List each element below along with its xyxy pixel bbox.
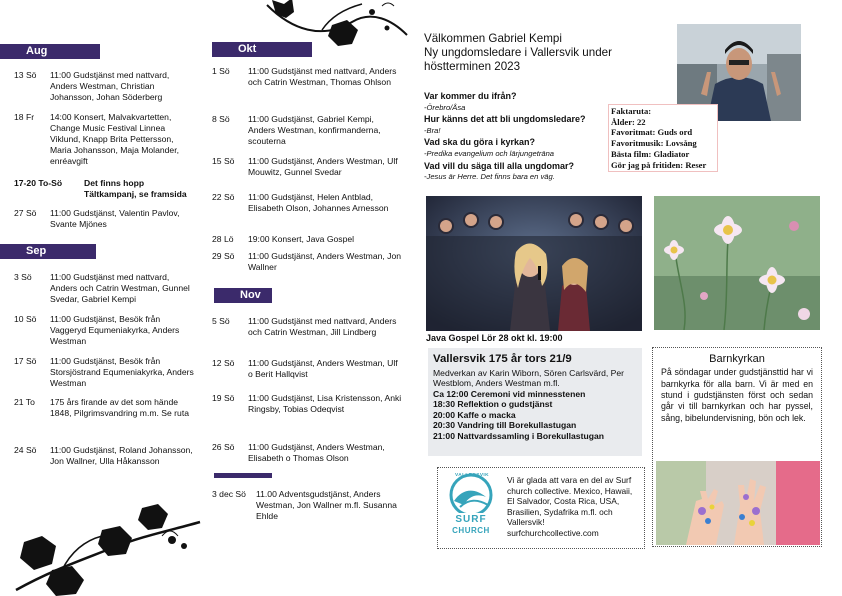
event-row	[212, 393, 402, 415]
event-row	[212, 251, 402, 273]
event-row	[14, 314, 196, 347]
event-row	[212, 316, 402, 338]
event-date: 27 Sö	[14, 208, 37, 218]
event-date: 10 Sö	[14, 314, 37, 324]
event-text: 11:00 Gudstjänst med nattvard, Anders Westman, Christian Johansson, Johan Söderberg	[50, 70, 170, 102]
event-text: 11:00 Gudstjänst, Anders Westman, Elisabeth o Thomas Olson	[248, 442, 385, 463]
interview-question: Hur känns det att bli ungdomsledare?	[424, 114, 586, 125]
children-church-text: På söndagar under gudstjänsttid har vi barnkyrka för alla barn. Vi är med en stund i gudstjänsten först och sedan går vi till barnkyrkan och har pyssel, sång, bibelundervisning, bön och lek.	[661, 367, 813, 423]
surf-logo-word1: SURF	[455, 514, 487, 525]
surf-logo-word2: CHURCH	[452, 526, 490, 535]
interview-answer: -Örebro/Åsa	[424, 102, 466, 112]
event-text: Det finns hopp Tältkampanj, se framsida	[84, 178, 187, 199]
surf-text	[507, 475, 641, 538]
fact-line: Favoritmusik: Lovsång	[611, 138, 697, 149]
event-row	[14, 397, 196, 419]
month-header-nov: Nov	[214, 288, 272, 303]
event-date: 17-20 To-Sö	[14, 178, 63, 188]
month-header-aug: Aug	[0, 44, 100, 59]
event-date: 3 dec Sö	[212, 489, 246, 499]
fact-line: Ålder: 22	[611, 116, 646, 127]
interview-answer: -Jesus är Herre. Det finns bara en väg.	[424, 172, 555, 182]
event-row	[212, 442, 402, 464]
event-date: 28 Lö	[212, 234, 234, 244]
interview-question: Vad ska du göra i kyrkan?	[424, 137, 536, 148]
event-text: 11:00 Gudstjänst, Besök från Storsjöstrand Equmeniakyrka, Anders Westman	[50, 356, 194, 388]
event-row	[14, 178, 196, 200]
event-text: 11:00 Gudstjänst, Lisa Kristensson, Anki Ringsby, Tobias Odeqvist	[248, 393, 402, 414]
event-text: 11:00 Gudstjänst med nattvard, Anders och Catrin Westman, Jill Lindberg	[248, 316, 397, 337]
welcome-title-line1: Välkommen Gabriel Kempi	[424, 32, 562, 45]
event-text: 11:00 Gudstjänst, Gabriel Kempi, Anders Westman, konfirmanderna, scouterna	[248, 114, 381, 146]
fact-line: Faktaruta:	[611, 106, 652, 116]
children-church-title: Barnkyrkan	[709, 353, 765, 365]
anniversary-box	[428, 348, 642, 456]
fact-line: Bästa film: Gladiator	[611, 148, 690, 159]
event-text: 11.00 Adventsgudstjänst, Anders Westman, Jon Wallner m.fl. Susanna Ehlde	[256, 489, 397, 521]
anniversary-line: 18:30 Reflektion o gudstjänst	[433, 399, 553, 410]
event-text: 11:00 Gudstjänst, Anders Westman, Jon Wallner	[248, 251, 402, 272]
anniversary-lines	[433, 368, 637, 441]
anniversary-line: 21:00 Nattvardssamling i Borekullastugan	[433, 430, 604, 441]
event-row	[14, 356, 196, 389]
event-row	[14, 445, 196, 467]
event-row	[212, 234, 402, 245]
surf-url[interactable]: surfchurchcollective.com	[507, 527, 599, 538]
event-row	[14, 272, 196, 305]
month-header-sep: Sep	[0, 244, 96, 259]
event-date: 5 Sö	[212, 316, 230, 326]
welcome-title	[424, 32, 619, 74]
event-date: 12 Sö	[212, 358, 235, 368]
event-row	[212, 358, 402, 380]
event-row	[212, 156, 402, 178]
anniversary-title: Vallersvik 175 år tors 21/9	[433, 353, 572, 365]
event-date: 1 Sö	[212, 66, 230, 76]
java-gospel-photo	[426, 196, 642, 331]
event-row	[14, 208, 196, 230]
event-text: 11:00 Gudstjänst, Roland Johansson, Jon Wallner, Ulla Håkansson	[50, 445, 193, 466]
flower-photo	[654, 196, 820, 330]
event-date: 15 Sö	[212, 156, 235, 166]
event-text: 14:00 Konsert, Malvakvartetten, Change Music Festival Linnea Viklund, Knapp Brita Pettersson, Maria Johansson, Maja Molander, enréavgift	[50, 112, 179, 166]
welcome-title-line2: Ny ungdomsledare i Vallersvik under höstterminen 2023	[424, 45, 612, 73]
interview-answer: -Predika evangelium och lärjungeträna	[424, 148, 555, 158]
event-text: 19:00 Konsert, Java Gospel	[248, 234, 355, 244]
interview-question: Vad vill du säga till alla ungdomar?	[424, 160, 575, 171]
event-text: 11:00 Gudstjänst, Valentin Pavlov, Svante Mjönes	[50, 208, 180, 229]
event-date: 8 Sö	[212, 114, 230, 124]
event-date: 24 Sö	[14, 445, 37, 455]
event-row	[212, 192, 402, 214]
painted-hands-photo	[656, 461, 820, 545]
interview-question: Var kommer du ifrån?	[424, 91, 517, 101]
event-row	[14, 112, 196, 167]
event-text: 11:00 Gudstjänst med nattvard, Anders och Catrin Westman, Thomas Ohlson	[248, 66, 397, 87]
fact-line: Favoritmat: Guds ord	[611, 127, 693, 138]
anniversary-line: Medverkan av Karin Wiborn, Sören Carlsvärd, Per Westblom, Anders Westman m.fl.	[433, 367, 625, 389]
event-date: 17 Sö	[14, 356, 37, 366]
event-date: 21 To	[14, 397, 35, 407]
month-header-okt: Okt	[212, 42, 312, 57]
event-text: 175 års firande av det som hände 1848, Pilgrimsvandring m.m. Se ruta	[50, 397, 189, 418]
event-row	[14, 70, 196, 103]
surf-logo-top: VALLERSVIK	[454, 473, 490, 478]
event-date: 19 Sö	[212, 393, 235, 403]
event-text: 11:00 Gudstjänst, Anders Westman, Ulf Mouwitz, Gunnel Svedar	[248, 156, 398, 177]
interview	[424, 91, 634, 184]
facts-box	[608, 104, 718, 172]
interview-answer: -Bra!	[424, 125, 441, 135]
event-date: 22 Sö	[212, 192, 235, 202]
event-text: 11:00 Gudstjänst, Anders Westman, Ulf o Berit Hallqvist	[248, 358, 398, 379]
surf-church-box	[437, 467, 645, 549]
event-date: 18 Fr	[14, 112, 35, 122]
anniversary-line: Ca 12:00 Ceremoni vid minnesstenen	[433, 388, 586, 399]
event-row	[212, 114, 402, 147]
event-date: 3 Sö	[14, 272, 32, 282]
event-text: 11:00 Gudstjänst med nattvard, Anders och Catrin Westman, Gunnel Svedar, Gabriel Kempi	[50, 272, 190, 304]
event-date: 13 Sö	[14, 70, 37, 80]
event-date: 26 Sö	[212, 442, 235, 452]
event-text: 11:00 Gudstjänst, Helen Antblad, Elisabeth Olson, Johannes Arnesson	[248, 192, 389, 213]
anniversary-line: 20:00 Kaffe o macka	[433, 409, 516, 420]
event-dec	[212, 489, 402, 522]
surf-description: Vi är glada att vara en del av Surf church collective. Mexico, Hawaii, El Salvador, Costa Rica, USA, Brasilien, Sydafrika m.fl. och Vallersvik!	[507, 475, 633, 527]
event-date: 29 Sö	[212, 251, 235, 261]
event-text: 11:00 Gudstjänst, Besök från Vaggeryd Equmeniakyrka, Anders Westman	[50, 314, 180, 346]
fact-line: Gör jag på fritiden: Reser	[611, 159, 707, 170]
vine-ornament-bottom	[12, 500, 202, 596]
event-row	[212, 66, 402, 88]
divider-bar-dec	[214, 473, 272, 478]
photo-caption: Java Gospel Lör 28 okt kl. 19:00	[426, 333, 563, 343]
anniversary-line: 20:30 Vandring till Borekullastugan	[433, 420, 577, 431]
